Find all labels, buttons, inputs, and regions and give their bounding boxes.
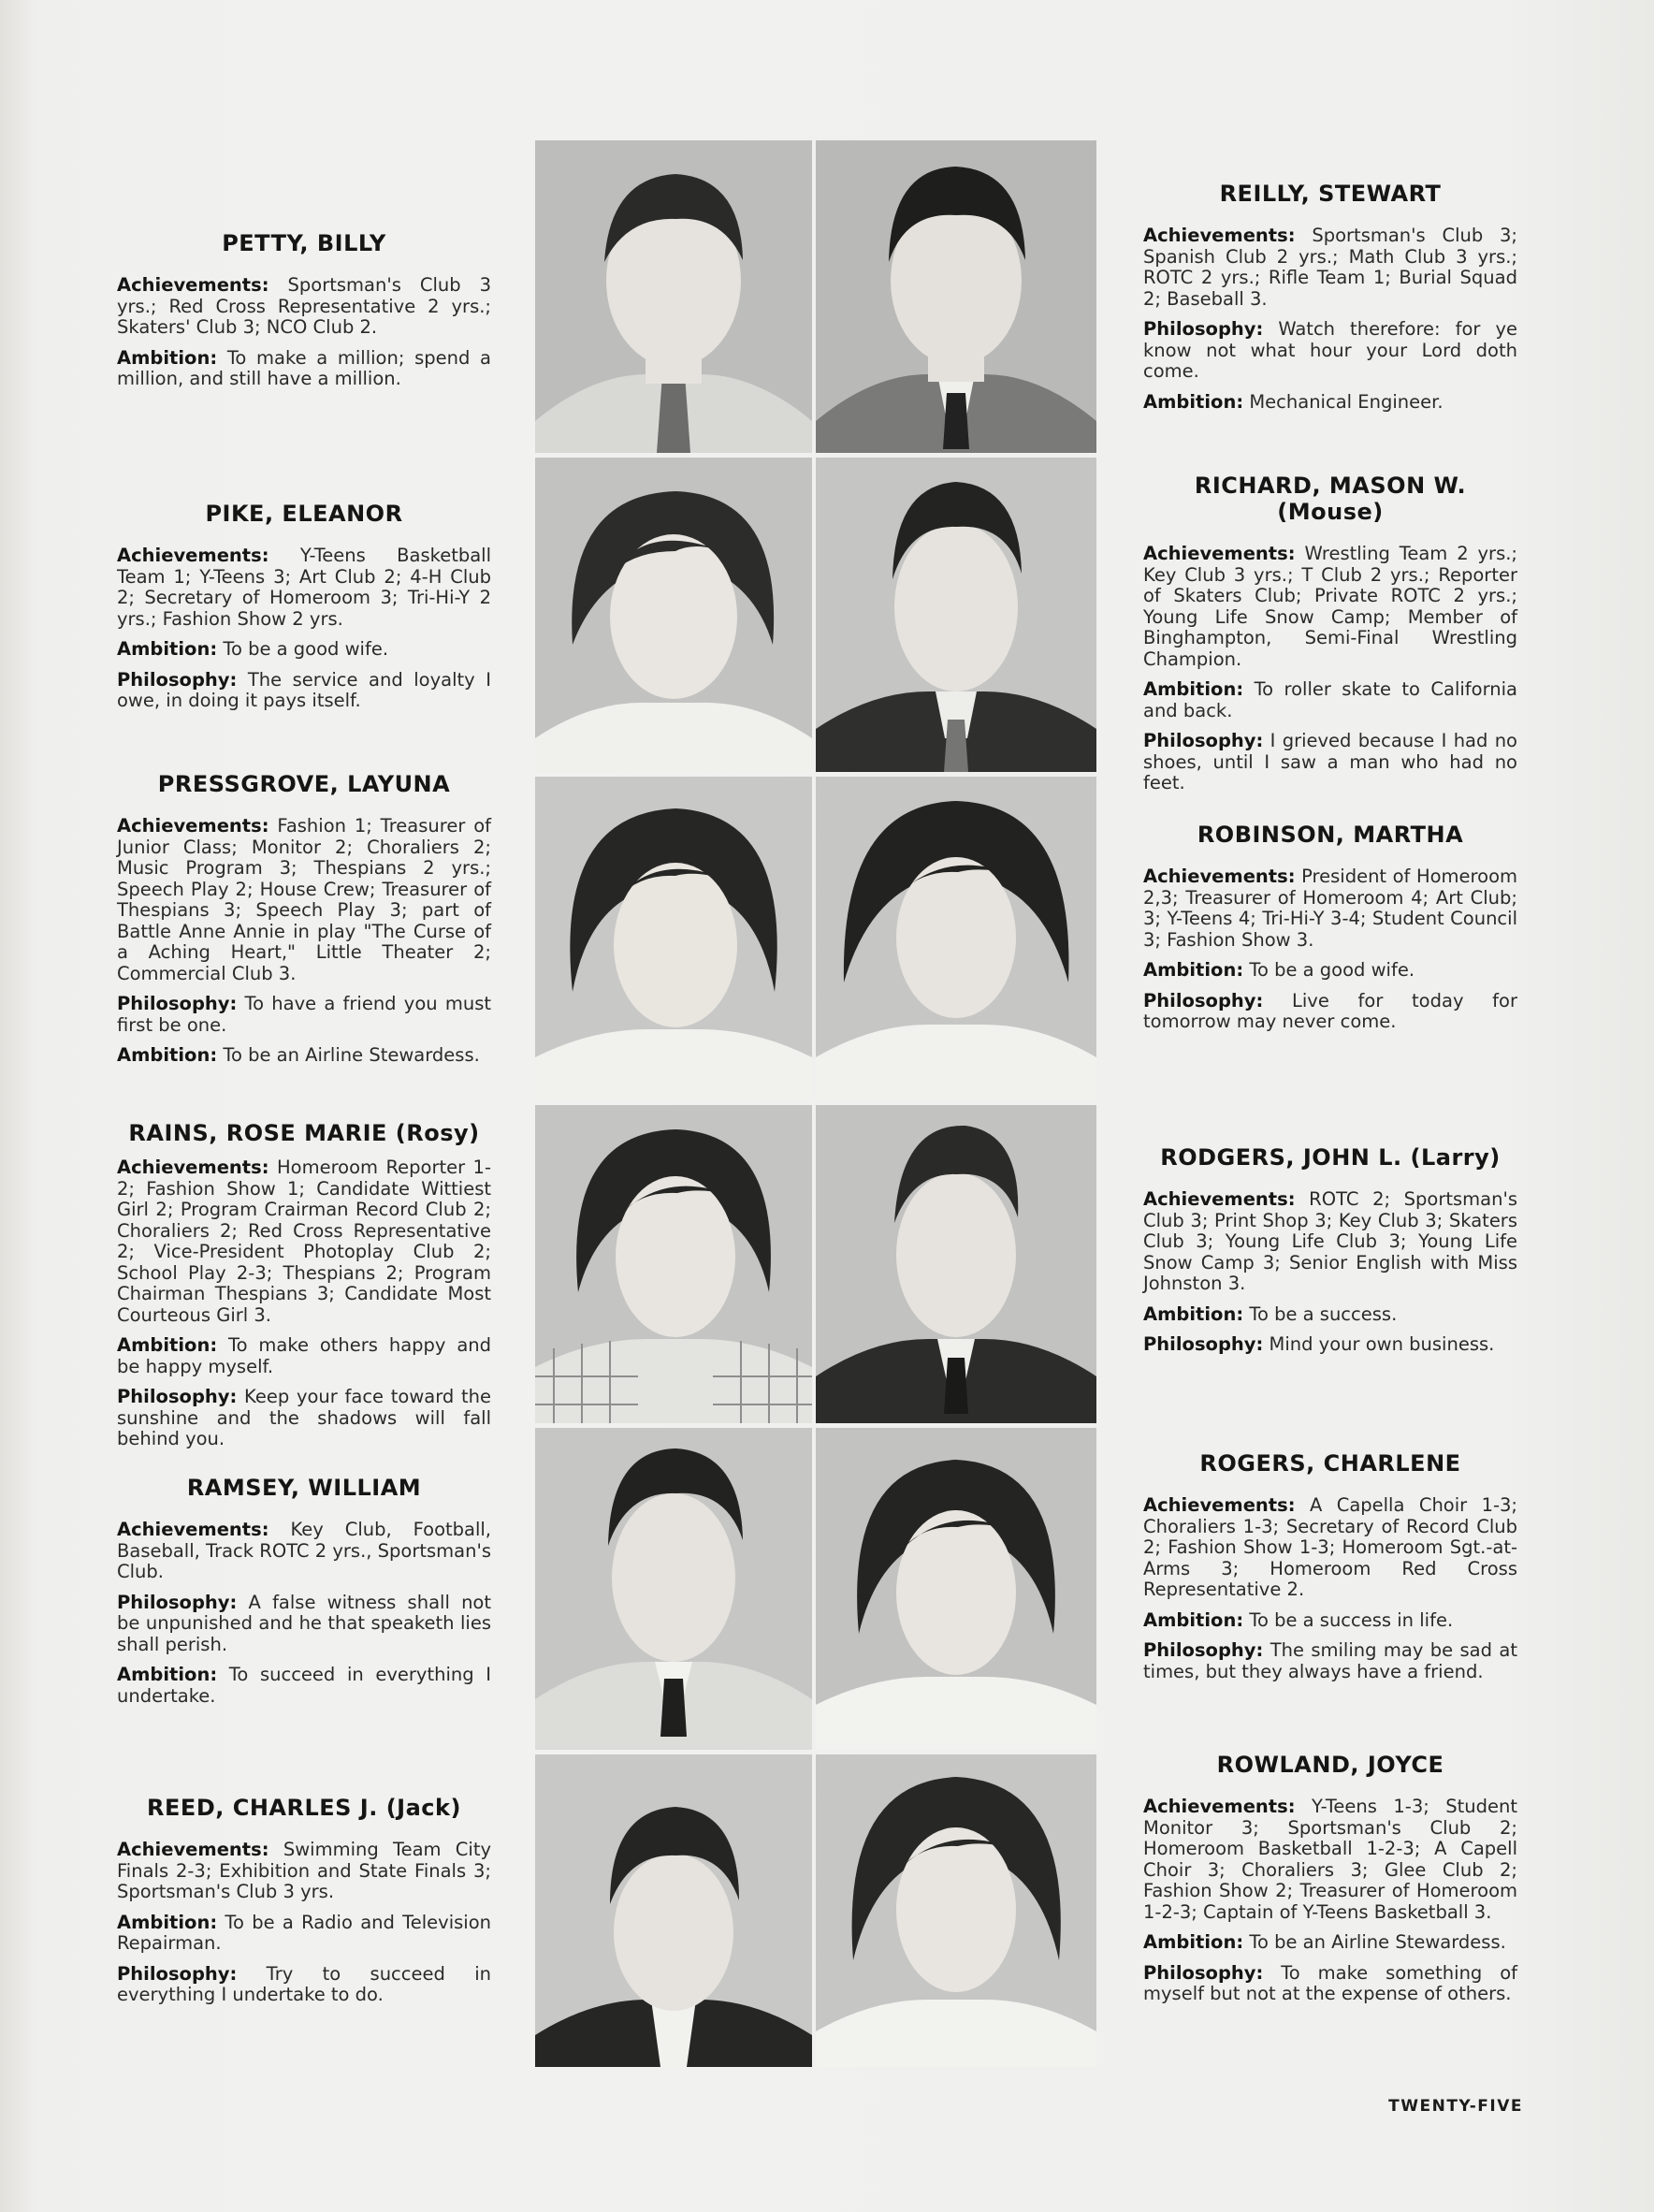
philosophy-value: The service and loyalty I owe, in doing it pays itself. — [117, 668, 491, 711]
student-name: PRESSGROVE, LAYUNA — [157, 771, 451, 797]
ambition-text — [117, 1335, 491, 1377]
achievements-value: Y-Teens 1-3; Student Monitor 3; Sportsman's Club 2; Homeroom Basketball 1-2-3; A Capell Choir 3; Choraliers 3; Glee Club 2; Fashion Show 2; Treasurer of Homeroom 1-2-3; Captain of Y-Teens Basketball 3. — [1143, 1796, 1517, 1923]
philosophy-text — [117, 1964, 491, 2006]
achievements-label: Achievements: — [117, 1519, 269, 1540]
entry-petty-billy — [117, 230, 491, 400]
ambition-label: Ambition: — [117, 638, 218, 660]
ambition-text — [1143, 1610, 1517, 1632]
portrait-photo-richard-mason — [816, 458, 1096, 772]
achievements-text — [1143, 226, 1517, 310]
ambition-text — [117, 1913, 491, 1955]
philosophy-label: Philosophy: — [1143, 1333, 1264, 1355]
philosophy-label: Philosophy: — [1143, 1961, 1264, 1984]
student-name: RODGERS, JOHN L. (Larry) — [1160, 1144, 1501, 1171]
achievements-value: ROTC 2; Sportsman's Club 3; Print Shop 3; Key Club 3; Skaters Club 3; Young Life Club 3; Young Life Snow Camp 3; Senior English with Miss Johnston 3. — [1143, 1188, 1517, 1294]
philosophy-label: Philosophy: — [1143, 1639, 1264, 1661]
philosophy-value: To make something of myself but not at the expense of others. — [1143, 1961, 1518, 2004]
achievements-value: Y-Teens Basketball Team 1; Y-Teens 3; Art Club 2; 4-H Club 2; Secretary of Homeroom 3; Tri-Hi-Y 2 yrs.; Fashion Show 2 yrs. — [117, 545, 492, 630]
portrait-photo-pike-eleanor — [535, 458, 812, 772]
ambition-value: To make others happy and be happy myself. — [117, 1334, 492, 1377]
achievements-value: Key Club, Football, Baseball, Track ROTC 2 yrs., Sportsman's Club. — [117, 1519, 492, 1582]
portrait-photo-petty-billy — [535, 140, 812, 453]
student-name: ROBINSON, MARTHA — [1197, 822, 1464, 848]
achievements-label: Achievements: — [117, 1839, 269, 1860]
entry-reed-charles — [117, 1795, 491, 2016]
portrait-photo-pressgrove-layuna — [535, 777, 812, 1100]
achievements-value: Wrestling Team 2 yrs.; Key Club 3 yrs.; T Club 2 yrs.; Reporter of Skaters Club; Private ROTC 2 yrs.; Young Life Snow Camp; Member of Binghampton, Semi-Final Wrestling Champion. — [1143, 543, 1517, 670]
student-name: PIKE, ELEANOR — [205, 501, 403, 527]
achievements-label: Achievements: — [117, 1157, 269, 1178]
achievements-value: Swimming Team City Finals 2-3; Exhibition and State Finals 3; Sportsman's Club 3 yrs. — [117, 1839, 492, 1902]
achievements-text — [1143, 544, 1517, 670]
achievements-label: Achievements: — [117, 545, 269, 566]
entry-ramsey-william — [117, 1475, 491, 1716]
student-name: ROGERS, CHARLENE — [1199, 1450, 1461, 1477]
philosophy-label: Philosophy: — [117, 1386, 238, 1407]
achievements-text — [1143, 1189, 1517, 1295]
ambition-text — [1143, 960, 1517, 982]
ambition-value: To be a Radio and Television Repairman. — [117, 1911, 491, 1954]
student-name: REED, CHARLES J. (Jack) — [147, 1795, 461, 1821]
student-name: RAINS, ROSE MARIE (Rosy) — [128, 1120, 480, 1146]
entry-reilly-stewart — [1143, 181, 1517, 422]
philosophy-text — [1143, 731, 1517, 794]
entry-rains-rose-marie — [117, 1120, 491, 1460]
philosophy-label: Philosophy: — [1143, 730, 1264, 751]
achievements-label: Achievements: — [1143, 1796, 1296, 1817]
achievements-text — [1143, 1797, 1517, 1923]
philosophy-text — [1143, 991, 1517, 1033]
portrait-photo-rodgers-john — [816, 1105, 1096, 1423]
ambition-label: Ambition: — [1143, 678, 1244, 700]
ambition-value: To be a success in life. — [1249, 1608, 1454, 1631]
achievements-value: Sportsman's Club 3; Spanish Club 2 yrs.; Math Club 3 yrs.; ROTC 2 yrs.; Rifle Team 1; Burial Squad 2; Baseball 3. — [1143, 225, 1517, 310]
ambition-text — [1143, 392, 1517, 414]
philosophy-value: Try to succeed in everything I undertake to do. — [117, 1962, 491, 2005]
student-name: REILLY, STEWART — [1219, 181, 1442, 207]
entry-robinson-martha — [1143, 822, 1517, 1042]
portrait-photo-robinson-martha — [816, 777, 1096, 1100]
portrait-photo-reed-charles — [535, 1754, 812, 2067]
ambition-label: Ambition: — [1143, 1931, 1244, 1953]
ambition-value: To make a million; spend a million, and still have a million. — [117, 346, 491, 389]
ambition-label: Ambition: — [1143, 390, 1244, 413]
philosophy-text — [1143, 1640, 1517, 1682]
ambition-value: To be an Airline Stewardess. — [223, 1044, 480, 1066]
ambition-value: To succeed in everything I undertake. — [117, 1664, 492, 1707]
ambition-label: Ambition: — [117, 1334, 218, 1356]
philosophy-label: Philosophy: — [1143, 989, 1264, 1011]
achievements-value: A Capella Choir 1-3; Choraliers 1-3; Secretary of Record Club 2; Fashion Show 1-3; Homeroom Sgt.-at-Arms 3; Homeroom Red Cross Representative 2. — [1143, 1494, 1517, 1600]
entry-rowland-joyce — [1143, 1752, 1517, 2015]
entry-rodgers-john — [1143, 1144, 1517, 1365]
philosophy-value: I grieved because I had no shoes, until I saw a man who had no feet. — [1143, 730, 1517, 793]
entry-rogers-charlene — [1143, 1450, 1517, 1692]
philosophy-text — [1143, 1334, 1517, 1356]
ambition-text — [117, 1665, 491, 1707]
portrait-photo-rogers-charlene — [816, 1428, 1096, 1750]
philosophy-text — [1143, 319, 1517, 383]
philosophy-label: Philosophy: — [1143, 318, 1264, 340]
portrait-photo-rowland-joyce — [816, 1754, 1096, 2067]
ambition-value: To be a good wife. — [1249, 959, 1415, 981]
philosophy-label: Philosophy: — [117, 993, 238, 1014]
ambition-label: Ambition: — [1143, 1608, 1244, 1631]
ambition-text — [1143, 679, 1517, 721]
achievements-label: Achievements: — [117, 815, 269, 837]
achievements-text — [117, 1520, 491, 1583]
achievements-label: Achievements: — [1143, 225, 1296, 246]
achievements-value: President of Homeroom 2,3; Treasurer of Homeroom 4; Art Club; 3; Y-Teens 4; Tri-Hi-Y 3-4; Student Council 3; Fashion Show 3. — [1143, 866, 1517, 951]
ambition-value: To be a good wife. — [223, 638, 389, 660]
student-name: ROWLAND, JOYCE — [1216, 1752, 1444, 1778]
entry-pike-eleanor — [117, 501, 491, 721]
philosophy-value: A false witness shall not be unpunished and he that speaketh lies shall perish. — [117, 1591, 492, 1655]
philosophy-text — [117, 994, 491, 1036]
achievements-text — [117, 816, 491, 984]
ambition-text — [1143, 1932, 1517, 1954]
ambition-text — [117, 1045, 491, 1067]
achievements-text — [117, 1157, 491, 1326]
portrait-photo-ramsey-william — [535, 1428, 812, 1750]
achievements-text — [1143, 866, 1517, 951]
philosophy-value: Watch therefore: for ye know not what hour your Lord doth come. — [1143, 318, 1517, 382]
ambition-label: Ambition: — [117, 1664, 218, 1685]
achievements-label: Achievements: — [1143, 1494, 1296, 1516]
ambition-text — [117, 348, 491, 390]
achievements-value: Homeroom Reporter 1-2; Fashion Show 1; Candidate Wittiest Girl 2; Program Crairman Record Club 2; Choraliers 2; Red Cross Representative 2; Vice-President Photoplay Club 2; School Play 2-3; Thespians 2; Program Chairman Thespians 3; Candidate Most Courteous Girl 3. — [117, 1157, 492, 1326]
achievements-text — [1143, 1495, 1517, 1601]
student-name: RICHARD, MASON W. (Mouse) — [1194, 473, 1467, 525]
philosophy-value: Keep your face toward the sunshine and the shadows will fall behind you. — [117, 1386, 492, 1449]
achievements-value: Sportsman's Club 3 yrs.; Red Cross Representative 2 yrs.; Skaters' Club 3; NCO Club 2. — [117, 274, 491, 338]
achievements-label: Achievements: — [1143, 1188, 1296, 1210]
philosophy-value: Live for today for tomorrow may never come. — [1143, 989, 1517, 1032]
philosophy-label: Philosophy: — [117, 668, 238, 691]
achievements-text — [117, 546, 491, 630]
ambition-label: Ambition: — [117, 346, 218, 369]
philosophy-text — [1143, 1963, 1517, 2005]
philosophy-label: Philosophy: — [117, 1962, 238, 1985]
student-name: RAMSEY, WILLIAM — [186, 1475, 422, 1501]
ambition-text — [117, 639, 491, 661]
achievements-label: Achievements: — [1143, 543, 1296, 564]
philosophy-text — [117, 1387, 491, 1450]
ambition-value: Mechanical Engineer. — [1249, 390, 1444, 413]
student-name: PETTY, BILLY — [222, 230, 386, 256]
philosophy-text — [117, 1593, 491, 1656]
achievements-text — [117, 1840, 491, 1903]
ambition-value: To be a success. — [1249, 1302, 1398, 1325]
achievements-label: Achievements: — [117, 274, 269, 296]
portrait-photo-reilly-stewart — [816, 140, 1096, 453]
portrait-photo-rains-rose-marie — [535, 1105, 812, 1423]
philosophy-label: Philosophy: — [117, 1591, 238, 1613]
achievements-label: Achievements: — [1143, 866, 1296, 887]
entry-richard-mason — [1143, 473, 1517, 804]
ambition-label: Ambition: — [1143, 959, 1244, 981]
ambition-value: To be an Airline Stewardess. — [1249, 1931, 1506, 1953]
philosophy-value: Mind your own business. — [1269, 1333, 1495, 1355]
ambition-label: Ambition: — [1143, 1302, 1244, 1325]
ambition-label: Ambition: — [117, 1911, 218, 1933]
philosophy-value: To have a friend you must first be one. — [117, 993, 491, 1036]
ambition-value: To roller skate to California and back. — [1143, 678, 1517, 721]
entry-pressgrove-layuna — [117, 771, 491, 1076]
achievements-text — [117, 275, 491, 339]
philosophy-text — [117, 670, 491, 712]
ambition-label: Ambition: — [117, 1044, 218, 1066]
philosophy-value: The smiling may be sad at times, but they always have a friend. — [1143, 1639, 1517, 1682]
achievements-value: Fashion 1; Treasurer of Junior Class; Monitor 2; Choraliers 2; Music Program 3; Thespians 2 yrs.; Speech Play 2; House Crew; Treasurer of Thespians 3; Speech Play 3; part of Battle Anne Annie in play "The Curse of a Aching Heart," Little Theater 2; Commercial Club 3. — [117, 815, 491, 984]
ambition-text — [1143, 1304, 1517, 1326]
page-number: TWENTY-FIVE — [1388, 2097, 1523, 2116]
